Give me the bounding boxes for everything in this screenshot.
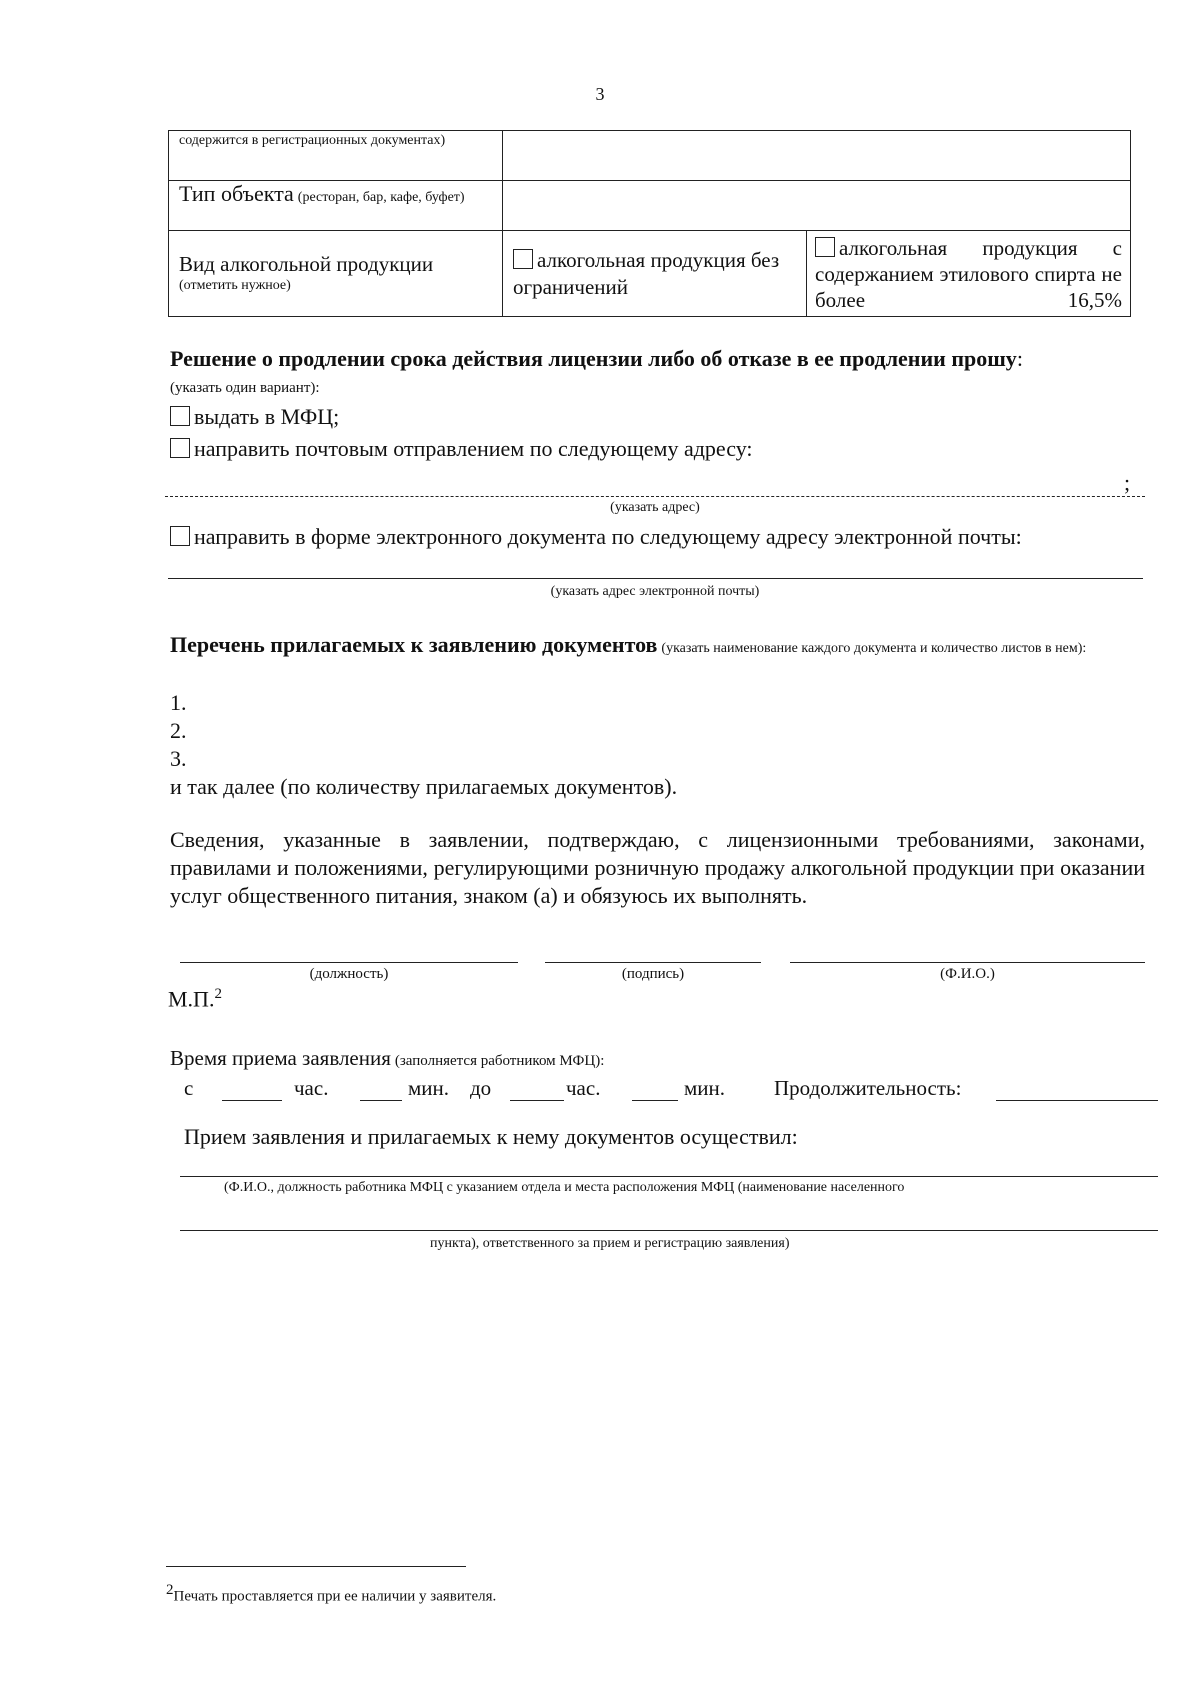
minute-from-field[interactable] — [360, 1100, 402, 1101]
hour-from-field[interactable] — [222, 1100, 282, 1101]
document-item-3[interactable]: 3. — [170, 746, 187, 771]
reception-time-label: Время приема заявления (заполняется работником МФЦ): — [170, 1046, 605, 1070]
checkbox-unrestricted[interactable] — [513, 249, 533, 269]
object-type-value[interactable] — [503, 181, 1131, 231]
hour-to-field[interactable] — [510, 1100, 564, 1101]
registration-docs-label: содержится в регистрационных документах) — [169, 131, 503, 181]
accepted-by-caption-2: пункта), ответственного за прием и регистрацию заявления) — [430, 1236, 790, 1251]
signature-line[interactable] — [545, 962, 761, 963]
object-info-table — [168, 130, 1131, 317]
checkbox-email[interactable] — [170, 526, 190, 546]
table-row — [169, 131, 1131, 181]
alcohol-type-label: Вид алкогольной продукции (отметить нужное) — [169, 231, 503, 317]
document-item-2[interactable]: 2. — [170, 718, 187, 743]
document-item-1[interactable]: 1. — [170, 690, 187, 715]
footnote: $^2$Печать проставляется при ее наличии у заявителя. — [166, 1582, 497, 1605]
stamp-mark: М.П.$^2$ — [168, 986, 222, 1012]
confirmation-text: Сведения, указанные в заявлении, подтверждаю, с лицензионными требованиями, законами, правилами и положениями, регулирующими розничную продажу алкогольной продукции при оказании услуг общественного питания, знаком (а) и обязуюсь их выполнять. — [170, 827, 1145, 908]
decision-note: (указать один вариант): — [170, 380, 320, 396]
table-row — [169, 181, 1131, 231]
email-input-line[interactable] — [168, 578, 1143, 579]
minute-from-unit: мин. — [408, 1076, 450, 1100]
page-number: 3 — [595, 84, 605, 104]
option-email[interactable]: направить в форме электронного документа по следующему адресу электронной почты: — [170, 524, 1022, 550]
option-mfc[interactable]: выдать в МФЦ; — [170, 404, 339, 430]
hour-to-unit: час. — [566, 1076, 601, 1100]
alcohol-option-unrestricted[interactable]: алкогольная продукция без ограничений — [503, 231, 807, 317]
reception-from: с — [184, 1076, 194, 1100]
alcohol-option-limited[interactable]: алкогольная продукция с содержанием этилового спирта не более 16,5% — [807, 231, 1131, 317]
address-input-line[interactable] — [165, 496, 1145, 497]
email-caption: (указать адрес электронной почты) — [550, 584, 760, 599]
duration-field[interactable] — [996, 1100, 1158, 1101]
checkbox-limited[interactable] — [815, 237, 835, 257]
table-row — [169, 231, 1131, 317]
accepted-by-line-2[interactable] — [180, 1230, 1158, 1231]
minute-to-unit: мин. — [684, 1076, 726, 1100]
reception-to: до — [470, 1076, 492, 1100]
checkbox-post[interactable] — [170, 438, 190, 458]
registration-docs-value[interactable] — [503, 131, 1131, 181]
accepted-by-caption-1: (Ф.И.О., должность работника МФЦ с указанием отдела и места расположения МФЦ (наименование населенного — [224, 1180, 905, 1195]
object-type-label: Тип объекта (ресторан, бар, кафе, буфет) — [169, 181, 503, 231]
name-line[interactable] — [790, 962, 1145, 963]
hour-from-unit: час. — [294, 1076, 329, 1100]
accepted-by-label: Прием заявления и прилагаемых к нему документов осуществил: — [184, 1124, 798, 1149]
address-caption: (указать адрес) — [610, 500, 700, 515]
footnote-separator — [166, 1566, 466, 1567]
duration-label: Продолжительность: — [774, 1076, 962, 1100]
accepted-by-line-1[interactable] — [180, 1176, 1158, 1177]
position-caption: (должность) — [309, 966, 389, 982]
documents-etc: и так далее (по количеству прилагаемых документов). — [170, 774, 678, 799]
option-post[interactable]: направить почтовым отправлением по следующему адресу: — [170, 436, 753, 462]
address-semicolon: ; — [1124, 470, 1131, 495]
minute-to-field[interactable] — [632, 1100, 678, 1101]
documents-heading: Перечень прилагаемых к заявлению документов (указать наименование каждого документа и количество листов в нем): — [170, 632, 1087, 657]
name-caption: (Ф.И.О.) — [940, 966, 995, 982]
decision-heading: Решение о продлении срока действия лицензии либо об отказе в ее продлении прошу: — [170, 346, 1023, 371]
signature-caption: (подпись) — [621, 966, 685, 982]
position-line[interactable] — [180, 962, 518, 963]
checkbox-mfc[interactable] — [170, 406, 190, 426]
